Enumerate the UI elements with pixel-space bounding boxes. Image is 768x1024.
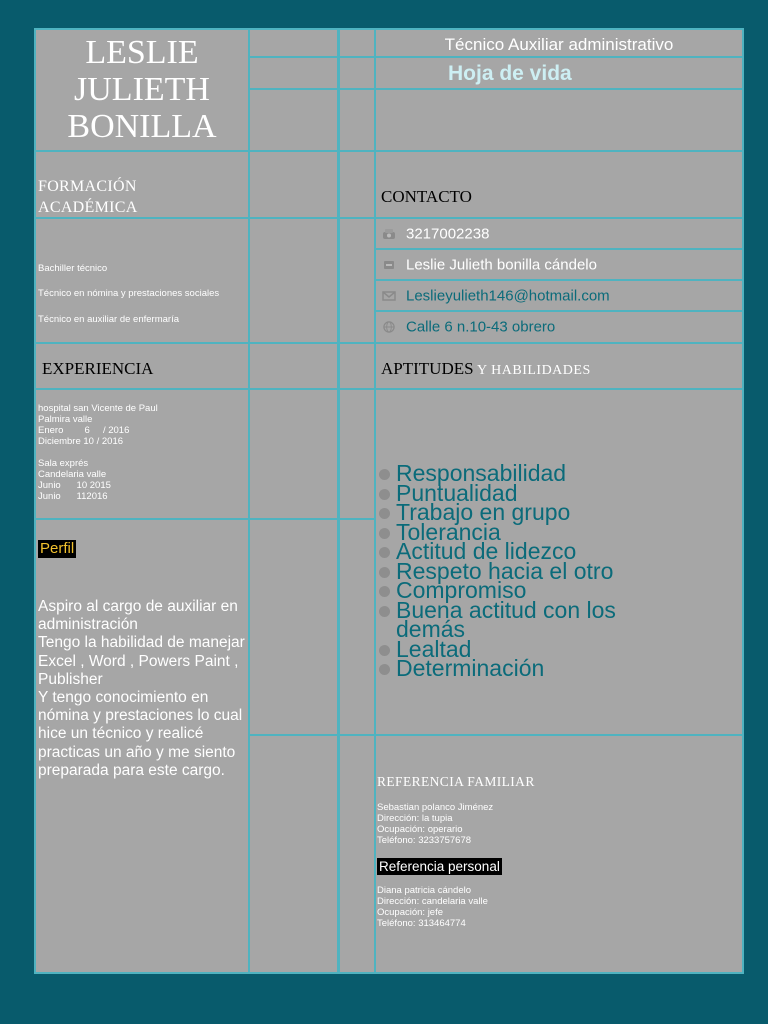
grid-cell bbox=[338, 28, 376, 974]
grid-cell bbox=[248, 388, 340, 520]
contact-address-row bbox=[374, 310, 744, 344]
personal-reference-text: Diana patricia cándelo Dirección: candelaria valle Ocupación: jefe Teléfono: 313464774 bbox=[377, 885, 488, 929]
name-line-2: JULIETH bbox=[74, 71, 210, 108]
name-cell bbox=[34, 28, 250, 152]
skill-item-continuation: demás bbox=[396, 616, 466, 642]
grid-divider bbox=[338, 734, 376, 736]
skill-item: Actitud de lidezco bbox=[396, 538, 577, 564]
grid-divider bbox=[338, 388, 376, 390]
contact-phone-row bbox=[374, 217, 744, 250]
id-card-icon bbox=[382, 259, 396, 271]
skill-item: Determinación bbox=[396, 655, 545, 681]
family-reference-text: Sebastian polanco Jiménez Dirección: la tupia Ocupación: operario Teléfono: 3233757678 bbox=[377, 802, 494, 846]
job-title: Técnico Auxiliar administrativo bbox=[444, 35, 674, 54]
skill-item: Buena actitud con los bbox=[396, 596, 616, 623]
header-blank-cell bbox=[374, 88, 744, 152]
grid-cell bbox=[248, 217, 340, 344]
education-heading-line-1: FORMACIÓN bbox=[38, 178, 137, 195]
bullet-icon bbox=[379, 567, 390, 578]
profile-text: Aspiro al cargo de auxiliar en administración Tengo la habilidad de manejar Excel , Word , Powers Paint , Publisher Y tengo conocimiento en nómina y prestaciones lo cual hice un técnico y realicé practicas un año y me siento preparada para este cargo. bbox=[38, 598, 245, 779]
skill-item: Trabajo en grupo bbox=[396, 499, 571, 525]
grid-cell bbox=[248, 28, 340, 58]
bullet-icon bbox=[379, 547, 390, 558]
skills-heading-main: APTITUDES bbox=[381, 359, 474, 378]
grid-cell bbox=[248, 518, 340, 736]
experience-heading: EXPERIENCIA bbox=[42, 359, 154, 378]
name-line-3: BONILLA bbox=[67, 108, 217, 145]
doc-title-cell bbox=[374, 56, 744, 90]
experience-job-2: Sala exprés Candelaria valle Junio 10 2015 Junio 112016 bbox=[38, 458, 111, 502]
education-heading-cell bbox=[34, 150, 250, 219]
experience-job-1: hospital san Vicente de Paul Palmira valle Enero 6 / 2016 Diciembre 10 / 2016 bbox=[38, 403, 158, 447]
experience-heading-cell bbox=[34, 342, 250, 390]
globe-icon bbox=[382, 321, 396, 334]
bullet-icon bbox=[379, 645, 390, 656]
contact-address: Calle 6 n.10-43 obrero bbox=[406, 318, 556, 336]
skill-item: Lealtad bbox=[396, 635, 472, 662]
grid-divider bbox=[338, 150, 376, 152]
skill-item: Puntualidad bbox=[396, 479, 518, 506]
personal-reference-heading: Referencia personal bbox=[379, 859, 500, 874]
job-title-cell bbox=[374, 28, 744, 58]
references-cell bbox=[374, 734, 744, 974]
contact-name-row bbox=[374, 248, 744, 281]
bullet-icon bbox=[379, 664, 390, 675]
bullet-icon bbox=[379, 606, 390, 617]
skill-item: Respeto hacia el otro bbox=[396, 557, 614, 584]
contact-heading: CONTACTO bbox=[381, 187, 472, 206]
grid-cell bbox=[248, 734, 340, 974]
grid-cell bbox=[248, 56, 340, 90]
grid-cell bbox=[248, 342, 340, 390]
grid-divider bbox=[338, 88, 376, 90]
profile-heading: Perfil bbox=[40, 540, 75, 557]
phone-icon bbox=[382, 228, 396, 240]
bullet-icon bbox=[379, 489, 390, 500]
education-heading-line-2: ACADÉMICA bbox=[38, 199, 138, 216]
bullet-icon bbox=[379, 586, 390, 597]
skills-heading-rest: Y HABILIDADES bbox=[473, 363, 591, 378]
name-line-1: LESLIE bbox=[85, 34, 199, 71]
contact-heading-cell bbox=[374, 150, 744, 219]
email-icon bbox=[382, 290, 396, 302]
bullet-icon bbox=[379, 508, 390, 519]
skill-item: Responsabilidad bbox=[396, 460, 567, 486]
family-reference-heading: REFERENCIA FAMILIAR bbox=[377, 774, 535, 789]
grid-divider bbox=[338, 217, 376, 219]
grid-divider bbox=[338, 56, 376, 58]
experience-list-cell bbox=[34, 388, 250, 520]
education-item: Bachiller técnico bbox=[38, 263, 108, 274]
education-item: Técnico en auxiliar de enfermaría bbox=[38, 314, 179, 325]
grid-cell bbox=[248, 88, 340, 152]
profile-cell bbox=[34, 518, 250, 974]
skills-list bbox=[376, 460, 742, 681]
contact-phone: 3217002238 bbox=[406, 225, 490, 242]
bullet-icon bbox=[379, 469, 390, 480]
education-list-cell bbox=[34, 217, 250, 344]
skills-heading-cell bbox=[374, 342, 744, 390]
skills-list-cell bbox=[374, 388, 744, 736]
grid-divider bbox=[338, 342, 376, 344]
education-item: Técnico en nómina y prestaciones sociales bbox=[38, 288, 220, 299]
skill-item: Compromiso bbox=[396, 577, 527, 603]
grid-cell bbox=[248, 150, 340, 219]
grid-divider bbox=[338, 518, 376, 520]
bullet-icon bbox=[379, 528, 390, 539]
contact-email-row bbox=[374, 279, 744, 312]
contact-full-name: Leslie Julieth bonilla cándelo bbox=[406, 256, 597, 273]
skill-item: Tolerancia bbox=[396, 518, 501, 545]
doc-title: Hoja de vida bbox=[448, 62, 572, 85]
contact-email[interactable]: Leslieyulieth146@hotmail.com bbox=[406, 287, 610, 304]
